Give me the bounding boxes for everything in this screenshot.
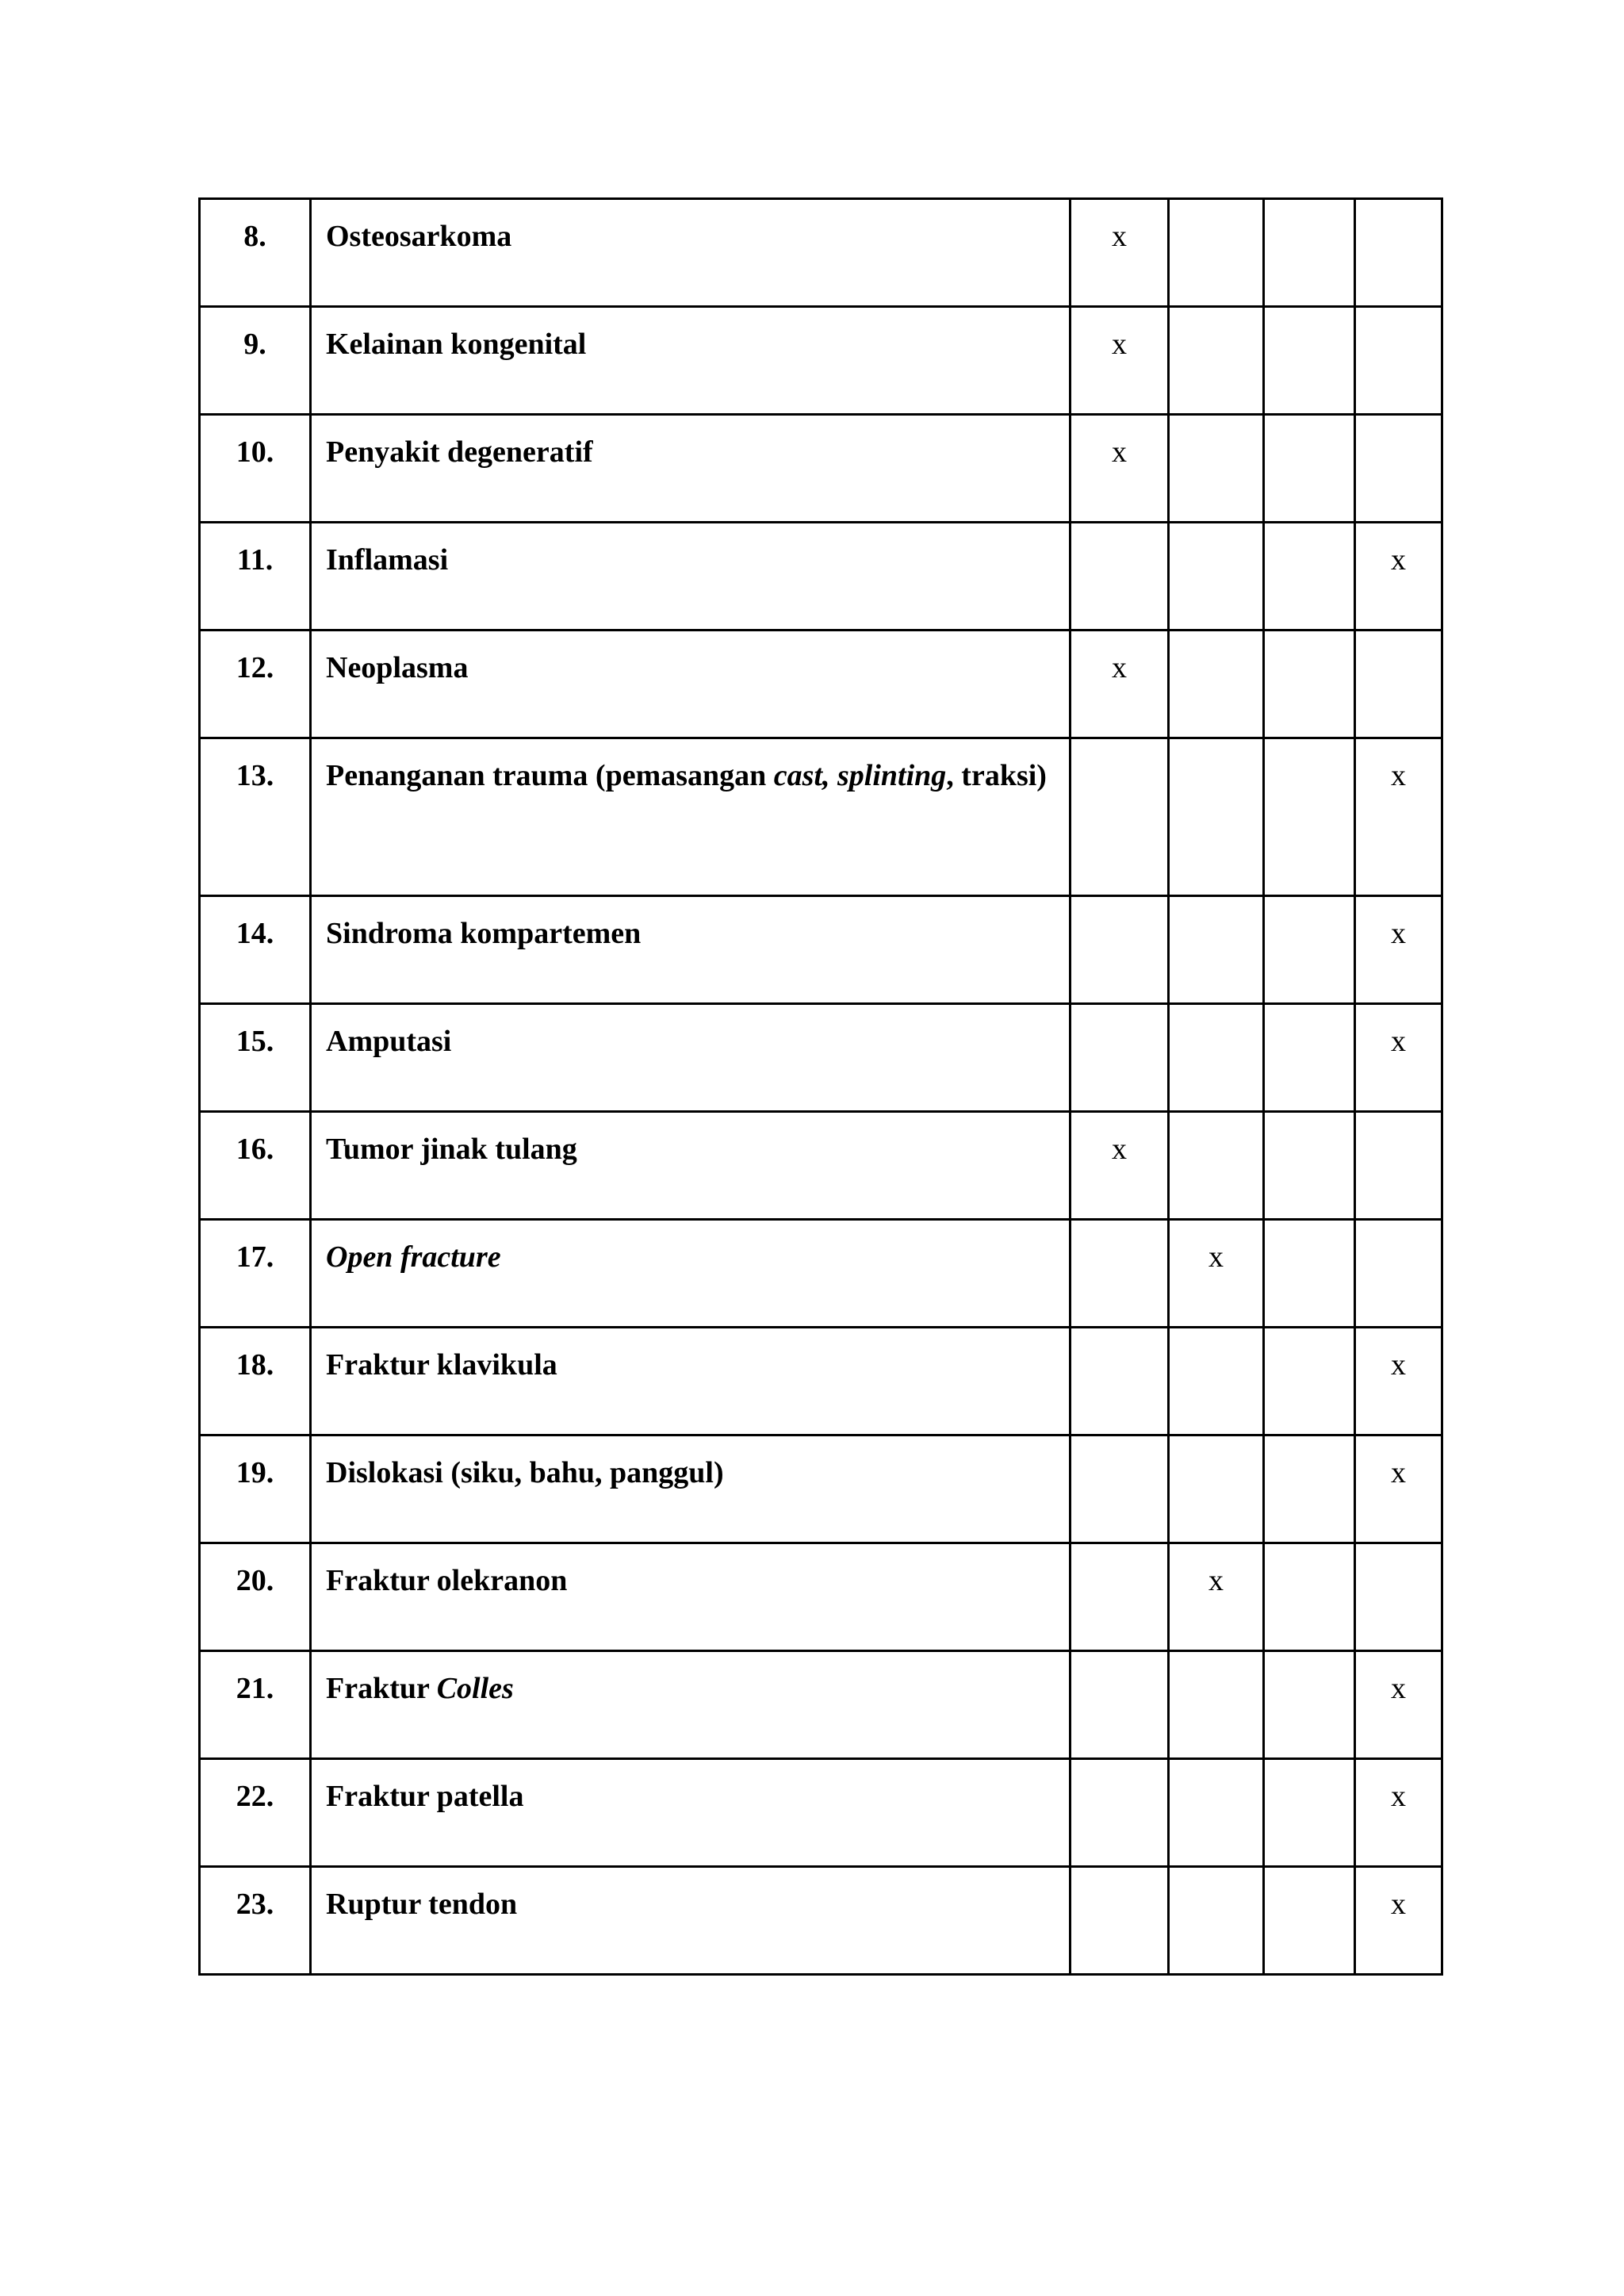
level-2-cell (1169, 523, 1264, 631)
level-2-cell (1169, 1435, 1264, 1543)
row-number: 12. (200, 631, 311, 738)
competency-name: Ruptur tendon (311, 1867, 1071, 1975)
level-4-cell: x (1355, 738, 1442, 896)
competency-name: Neoplasma (311, 631, 1071, 738)
level-3-cell (1264, 1004, 1355, 1112)
competency-name: Fraktur klavikula (311, 1328, 1071, 1435)
level-4-cell: x (1355, 1328, 1442, 1435)
level-1-cell (1071, 1543, 1169, 1651)
level-3-cell (1264, 415, 1355, 523)
row-number: 18. (200, 1328, 311, 1435)
competency-name: Fraktur olekranon (311, 1543, 1071, 1651)
competency-name-part: Open fracture (326, 1240, 501, 1274)
level-1-cell (1071, 1328, 1169, 1435)
level-1-cell (1071, 896, 1169, 1004)
table-row (200, 199, 1442, 307)
competency-name-part: Penanganan trauma (pemasangan (326, 759, 774, 792)
row-number: 14. (200, 896, 311, 1004)
table-row (200, 1651, 1442, 1759)
level-3-cell (1264, 631, 1355, 738)
level-3-cell (1264, 896, 1355, 1004)
level-1-cell: x (1071, 307, 1169, 415)
level-2-cell (1169, 1651, 1264, 1759)
row-number: 21. (200, 1651, 311, 1759)
level-2-cell (1169, 1867, 1264, 1975)
row-number: 16. (200, 1112, 311, 1220)
level-1-cell (1071, 1759, 1169, 1867)
row-number: 10. (200, 415, 311, 523)
level-1-cell: x (1071, 199, 1169, 307)
level-1-cell (1071, 1867, 1169, 1975)
competency-table (198, 197, 1443, 1976)
level-4-cell: x (1355, 1651, 1442, 1759)
level-1-cell (1071, 1004, 1169, 1112)
level-2-cell (1169, 1759, 1264, 1867)
table-row (200, 1112, 1442, 1220)
row-number: 20. (200, 1543, 311, 1651)
level-2-cell (1169, 738, 1264, 896)
level-1-cell: x (1071, 631, 1169, 738)
level-4-cell: x (1355, 523, 1442, 631)
table-row (200, 896, 1442, 1004)
level-2-cell (1169, 1004, 1264, 1112)
level-3-cell (1264, 1328, 1355, 1435)
table-row (200, 1328, 1442, 1435)
level-1-cell (1071, 523, 1169, 631)
level-4-cell (1355, 1220, 1442, 1328)
level-2-cell (1169, 307, 1264, 415)
level-2-cell (1169, 631, 1264, 738)
table-row (200, 1220, 1442, 1328)
table-row (200, 738, 1442, 896)
competency-name: Amputasi (311, 1004, 1071, 1112)
level-2-cell (1169, 1112, 1264, 1220)
level-2-cell: x (1169, 1220, 1264, 1328)
level-2-cell (1169, 415, 1264, 523)
row-number: 9. (200, 307, 311, 415)
competency-name: Tumor jinak tulang (311, 1112, 1071, 1220)
level-2-cell (1169, 1328, 1264, 1435)
row-number: 11. (200, 523, 311, 631)
level-2-cell (1169, 896, 1264, 1004)
table-row (200, 1867, 1442, 1975)
level-4-cell (1355, 1112, 1442, 1220)
level-3-cell (1264, 1112, 1355, 1220)
level-4-cell: x (1355, 1435, 1442, 1543)
row-number: 15. (200, 1004, 311, 1112)
competency-name (311, 1220, 1071, 1328)
row-number: 13. (200, 738, 311, 896)
level-3-cell (1264, 1543, 1355, 1651)
competency-name: Inflamasi (311, 523, 1071, 631)
level-2-cell (1169, 199, 1264, 307)
level-3-cell (1264, 199, 1355, 307)
level-3-cell (1264, 307, 1355, 415)
level-3-cell (1264, 523, 1355, 631)
competency-name (311, 738, 1071, 896)
row-number: 23. (200, 1867, 311, 1975)
level-4-cell (1355, 1543, 1442, 1651)
level-4-cell: x (1355, 1867, 1442, 1975)
level-1-cell (1071, 738, 1169, 896)
row-number: 22. (200, 1759, 311, 1867)
table-row (200, 415, 1442, 523)
level-3-cell (1264, 738, 1355, 896)
competency-name: Dislokasi (siku, bahu, panggul) (311, 1435, 1071, 1543)
level-4-cell (1355, 199, 1442, 307)
competency-name-part: Fraktur (326, 1672, 437, 1705)
level-4-cell: x (1355, 1004, 1442, 1112)
level-4-cell: x (1355, 1759, 1442, 1867)
level-3-cell (1264, 1759, 1355, 1867)
competency-name-part: cast, splinting (773, 759, 947, 792)
level-1-cell (1071, 1435, 1169, 1543)
competency-name-part: , traksi) (946, 759, 1047, 792)
competency-name-part: Colles (436, 1672, 514, 1705)
level-3-cell (1264, 1651, 1355, 1759)
table-row (200, 523, 1442, 631)
competency-name: Kelainan kongenital (311, 307, 1071, 415)
table-row (200, 631, 1442, 738)
level-1-cell: x (1071, 1112, 1169, 1220)
competency-name: Sindroma kompartemen (311, 896, 1071, 1004)
level-4-cell (1355, 631, 1442, 738)
table-row (200, 1004, 1442, 1112)
competency-name: Penyakit degeneratif (311, 415, 1071, 523)
level-1-cell (1071, 1651, 1169, 1759)
level-1-cell (1071, 1220, 1169, 1328)
competency-name (311, 1651, 1071, 1759)
row-number: 19. (200, 1435, 311, 1543)
level-4-cell (1355, 307, 1442, 415)
competency-table-body (200, 199, 1442, 1975)
row-number: 17. (200, 1220, 311, 1328)
table-row (200, 1543, 1442, 1651)
table-row (200, 1435, 1442, 1543)
level-4-cell (1355, 415, 1442, 523)
level-2-cell: x (1169, 1543, 1264, 1651)
row-number: 8. (200, 199, 311, 307)
competency-name: Osteosarkoma (311, 199, 1071, 307)
table-row (200, 307, 1442, 415)
competency-name: Fraktur patella (311, 1759, 1071, 1867)
level-3-cell (1264, 1867, 1355, 1975)
level-1-cell: x (1071, 415, 1169, 523)
table-row (200, 1759, 1442, 1867)
level-3-cell (1264, 1220, 1355, 1328)
level-3-cell (1264, 1435, 1355, 1543)
level-4-cell: x (1355, 896, 1442, 1004)
